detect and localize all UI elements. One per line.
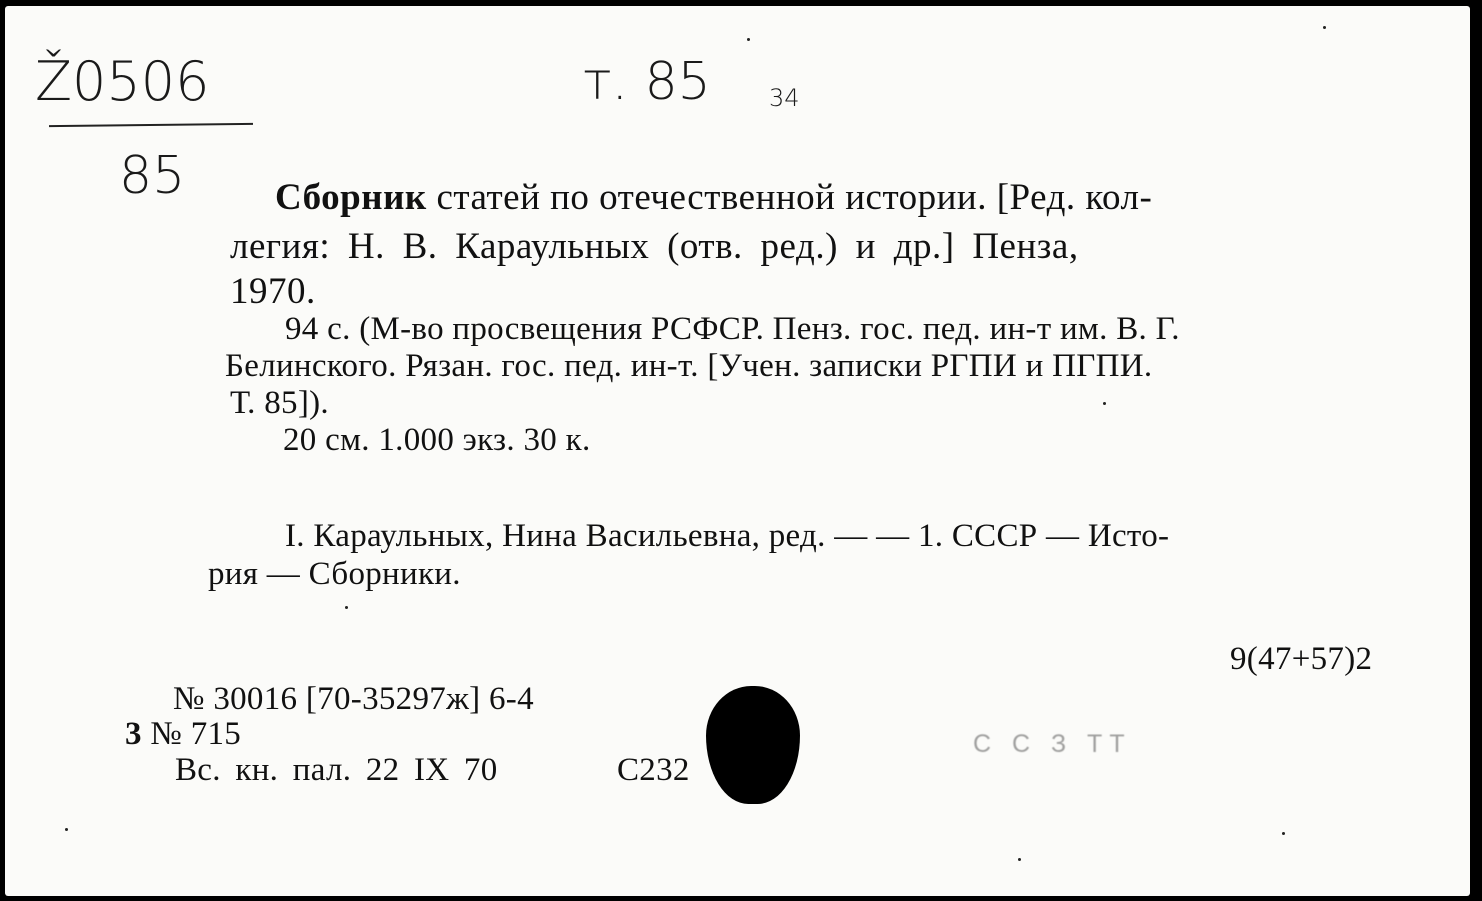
classification-number: 9(47+57)2 [1230, 641, 1373, 677]
call-number-top: Ž0506 [35, 50, 210, 113]
punch-hole [706, 686, 800, 804]
entry-line-3: 1970. [230, 271, 316, 312]
call-number-bottom: 85 [119, 146, 186, 206]
collation-line-1: 94 с. (М-во просвещения РСФСР. Пенз. гос. пед. ин-т им. В. Г. [285, 311, 1180, 347]
dust-speck [345, 606, 348, 609]
dust-speck [1018, 858, 1021, 861]
tracings-line-2: рия — Сборники. [208, 556, 461, 592]
entry-title-word: Сборник [275, 177, 427, 218]
volume-note: т. 85 [583, 52, 711, 112]
footer-number: № 715 [150, 716, 242, 752]
footer-order-line: № 30016 [70-35297ж] 6-4 [173, 681, 534, 717]
tracings-line-1: I. Караульных, Нина Васильевна, ред. — — 1. СССР — Исто- [285, 518, 1170, 554]
collation-line-2: Белинского. Рязан. гос. пед. ин-т. [Учен. записки РГПИ и ПГПИ. [225, 348, 1153, 384]
dust-speck [1323, 26, 1326, 29]
dust-speck [65, 828, 68, 831]
footer-prefix: 3 [125, 716, 142, 752]
entry-line-1 [275, 176, 1152, 219]
dust-speck [747, 38, 750, 41]
collation-line-4: 20 см. 1.000 экз. 30 к. [283, 422, 591, 458]
call-number-underline [49, 123, 253, 127]
volume-small-note: 34 [769, 84, 800, 112]
catalog-card [5, 6, 1470, 896]
collation-line-3: Т. 85]). [230, 385, 329, 421]
faded-stamp: С С З ТТ [973, 730, 1132, 758]
dust-speck [1282, 832, 1285, 835]
footer-chamber-line: Вс. кн. пал. 22 IX 70 [175, 752, 498, 788]
footer-number-line [125, 716, 241, 753]
dust-speck [1103, 402, 1106, 405]
entry-title-rest: статей по отечественной истории. [Ред. кол- [436, 177, 1153, 218]
footer-code: С232 [617, 752, 690, 788]
entry-line-2: легия: Н. В. Караульных (отв. ред.) и др.] Пенза, [230, 226, 1079, 267]
